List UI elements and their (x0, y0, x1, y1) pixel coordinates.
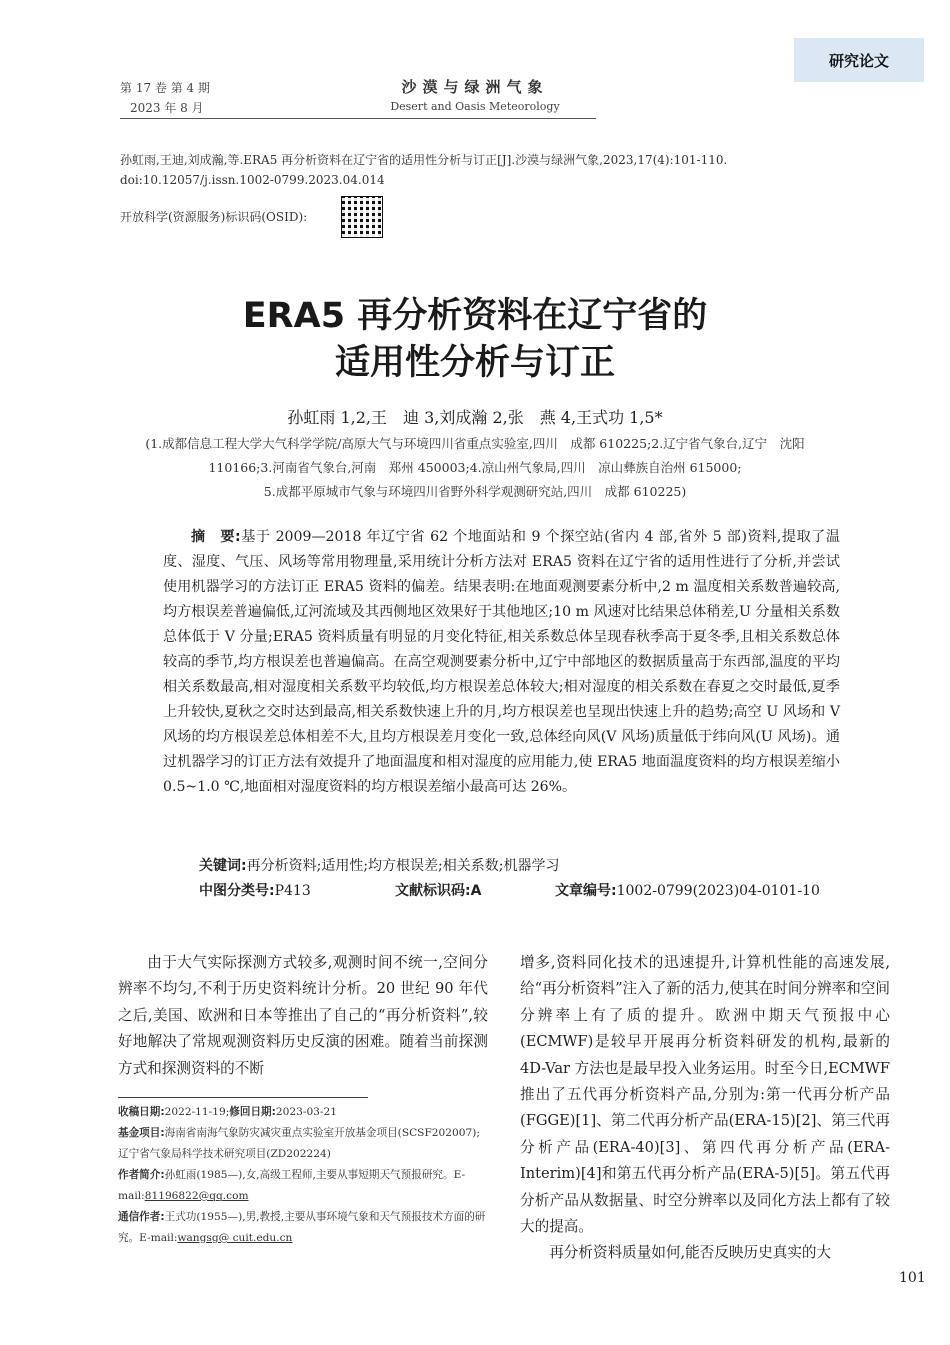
qr-code-icon[interactable] (341, 196, 383, 238)
fund-info (118, 1123, 490, 1165)
article-number (555, 880, 820, 900)
authors: 孙虹雨 1,2,王 迪 3,刘成瀚 2,张 燕 4,王式功 1,5* (287, 408, 663, 427)
keywords (199, 855, 559, 875)
revised-date: 2023-03-21 (275, 1106, 337, 1118)
doc-code-label: 文献标识码: (395, 883, 471, 899)
clc-label: 中图分类号: (199, 883, 275, 899)
author-info (118, 1165, 490, 1207)
body-column-right (520, 950, 890, 1267)
header-rule (120, 118, 596, 119)
article-number-value: 1002-0799(2023)04-0101-10 (616, 883, 820, 899)
section-tag: 研究论文 (794, 38, 924, 82)
journal-name-en: Desert and Oasis Meteorology (390, 100, 560, 113)
abstract-text: 基于 2009—2018 年辽宁省 62 个地面站和 9 个探空站(省内 4 部,省外 5 部)资料,提取了温度、湿度、气压、风场等常用物理量,采用统计分析方法对 ERA5 资料在辽宁省的适用性进行了分析,并尝试使用机器学习的方法订正 ERA5 资料的偏差。结果表明:在地面观测要素分析中,2 m 温度相关系数普遍较高,均方根误差普遍偏低,辽河流域及其西侧地区效果好于其他地区;10 m 风速对比结果总体稍差,U 分量相关系数总体低于 V 分量;ERA5 资料质量有明显的月变化特征,相关系数总体呈现春秋季高于夏冬季,且相关系数总体较高的季节,均方根误差也普遍偏高。在高空观测要素分析中,辽宁中部地区的数据质量高于东西部,温度的平均相关系数最高,相对湿度相关系数平均较低,均方根误差总体较大;相对湿度的相关系数在春夏之交时最低,夏季上升较快,夏秋之交时达到最高,相关系数快速上升的月,均方根误差也呈现出快速上升的趋势;高空 U 风场和 V 风场的均方根误差总体相差不大,且均方根误差月变化一致,总体经向风(V 风场)质量低于纬向风(U 风场)。通过机器学习的订正方法有效提升了地面温度和相对湿度的应用能力,使 ERA5 地面温度资料的均方根误差缩小 0.5~1.0 ℃,地面相对湿度资料的均方根误差缩小最高可达 26%。 (163, 529, 841, 795)
affiliation-line-1: (1.成都信息工程大学大气科学学院/高原大气与环境四川省重点实验室,四川 成都 610225;2.辽宁省气象台,辽宁 沈阳 (145, 436, 805, 451)
body-column-left (118, 950, 488, 1082)
received-label: 收稿日期: (118, 1106, 165, 1118)
document-code (395, 880, 481, 900)
author-info-label: 作者简介: (118, 1169, 165, 1181)
footnote-rule (118, 1097, 368, 1098)
article-number-label: 文章编号: (555, 883, 617, 899)
corresponding-author (118, 1207, 490, 1249)
title-line-2: 适用性分析与订正 (334, 343, 615, 383)
corr-label: 通信作者: (118, 1211, 165, 1223)
keywords-label: 关键词: (199, 858, 247, 874)
clc-number (199, 880, 311, 900)
received-dates (118, 1102, 490, 1123)
corr-text: 王式功(1955—),男,教授,主要从事环境气象和天气预报技术方面的研究。E-mail: (118, 1211, 486, 1244)
page-number: 101 (899, 1270, 926, 1286)
author-email-link[interactable]: 81196822@qq.com (144, 1190, 249, 1202)
doi: doi:10.12057/j.issn.1002-0799.2023.04.014 (120, 173, 385, 187)
received-date: 2022-11-19; (164, 1106, 230, 1118)
title-line-1: ERA5 再分析资料在辽宁省的 (242, 296, 708, 336)
footnotes (118, 1102, 490, 1249)
fund-label: 基金项目: (118, 1127, 165, 1139)
abstract-label: 摘 要: (191, 529, 241, 545)
issue-date: 2023 年 8 月 (130, 101, 204, 115)
body-paragraph: 增多,资料同化技术的迅速提升,计算机性能的高速发展,给“再分析资料”注入了新的活力,使其在时间分辨率和空间分辨率上有了质的提升。欧洲中期天气预报中心(ECMWF)是较早开展再分析资料研发的机构,最新的 4D-Var 方法也是最早投入业务运用。时至今日,ECMWF 推出了五代再分析资料产品,分别为:第一代再分析产品(FGGE)[1]、第二代再分析产品(ERA-15)[2]、第三代再分析产品(ERA-40)[3]、第四代再分析产品(ERA-Interim)[4]和第五代再分析产品(ERA-5)[5]。第五代再分析产品从数据量、时空分辨率以及同化方法上都有了较大的提高。 (520, 954, 890, 1236)
affiliation-line-3: 5.成都平原城市气象与环境四川省野外科学观测研究站,四川 成都 610225) (263, 484, 687, 499)
citation-text: 孙虹雨,王迪,刘成瀚,等.ERA5 再分析资料在辽宁省的适用性分析与订正[J].沙漠与绿洲气象,2023,17(4):101-110. (120, 153, 728, 167)
affiliation-line-2: 110166;3.河南省气象台,河南 郑州 450003;4.凉山州气象局,四川 凉山彝族自治州 615000; (208, 460, 742, 475)
abstract (163, 525, 840, 800)
fund-text: 海南省南海气象防灾减灾重点实验室开放基金项目(SCSF202007);辽宁省气象局科学技术研究项目(ZD202224) (118, 1127, 480, 1160)
keywords-text: 再分析资料;适用性;均方根误差;相关系数;机器学习 (246, 858, 560, 874)
author-info-text: 孙虹雨(1985—),女,高级工程师,主要从事短期天气预报研究。E-mail: (118, 1169, 466, 1202)
clc-value: P413 (274, 883, 311, 899)
corr-email-link[interactable]: wangsg@ cuit.edu.cn (177, 1232, 293, 1244)
doc-code-value: A (470, 883, 482, 899)
journal-name-cn: 沙漠与绿洲气象 (401, 78, 549, 96)
revised-label: 修回日期: (229, 1106, 276, 1118)
body-paragraph: 由于大气实际探测方式较多,观测时间不统一,空间分辨率不均匀,不利于历史资料统计分析。20 世纪 90 年代之后,美国、欧洲和日本等推出了自己的“再分析资料”,较好地解决了常规观测资料历史反演的困难。随着当前探测方式和探测资料的不断 (118, 954, 488, 1077)
osid-label: 开放科学(资源服务)标识码(OSID): (120, 210, 308, 224)
volume-issue: 第 17 卷 第 4 期 (120, 81, 210, 95)
body-paragraph: 再分析资料质量如何,能否反映历史真实的大 (549, 1244, 832, 1262)
